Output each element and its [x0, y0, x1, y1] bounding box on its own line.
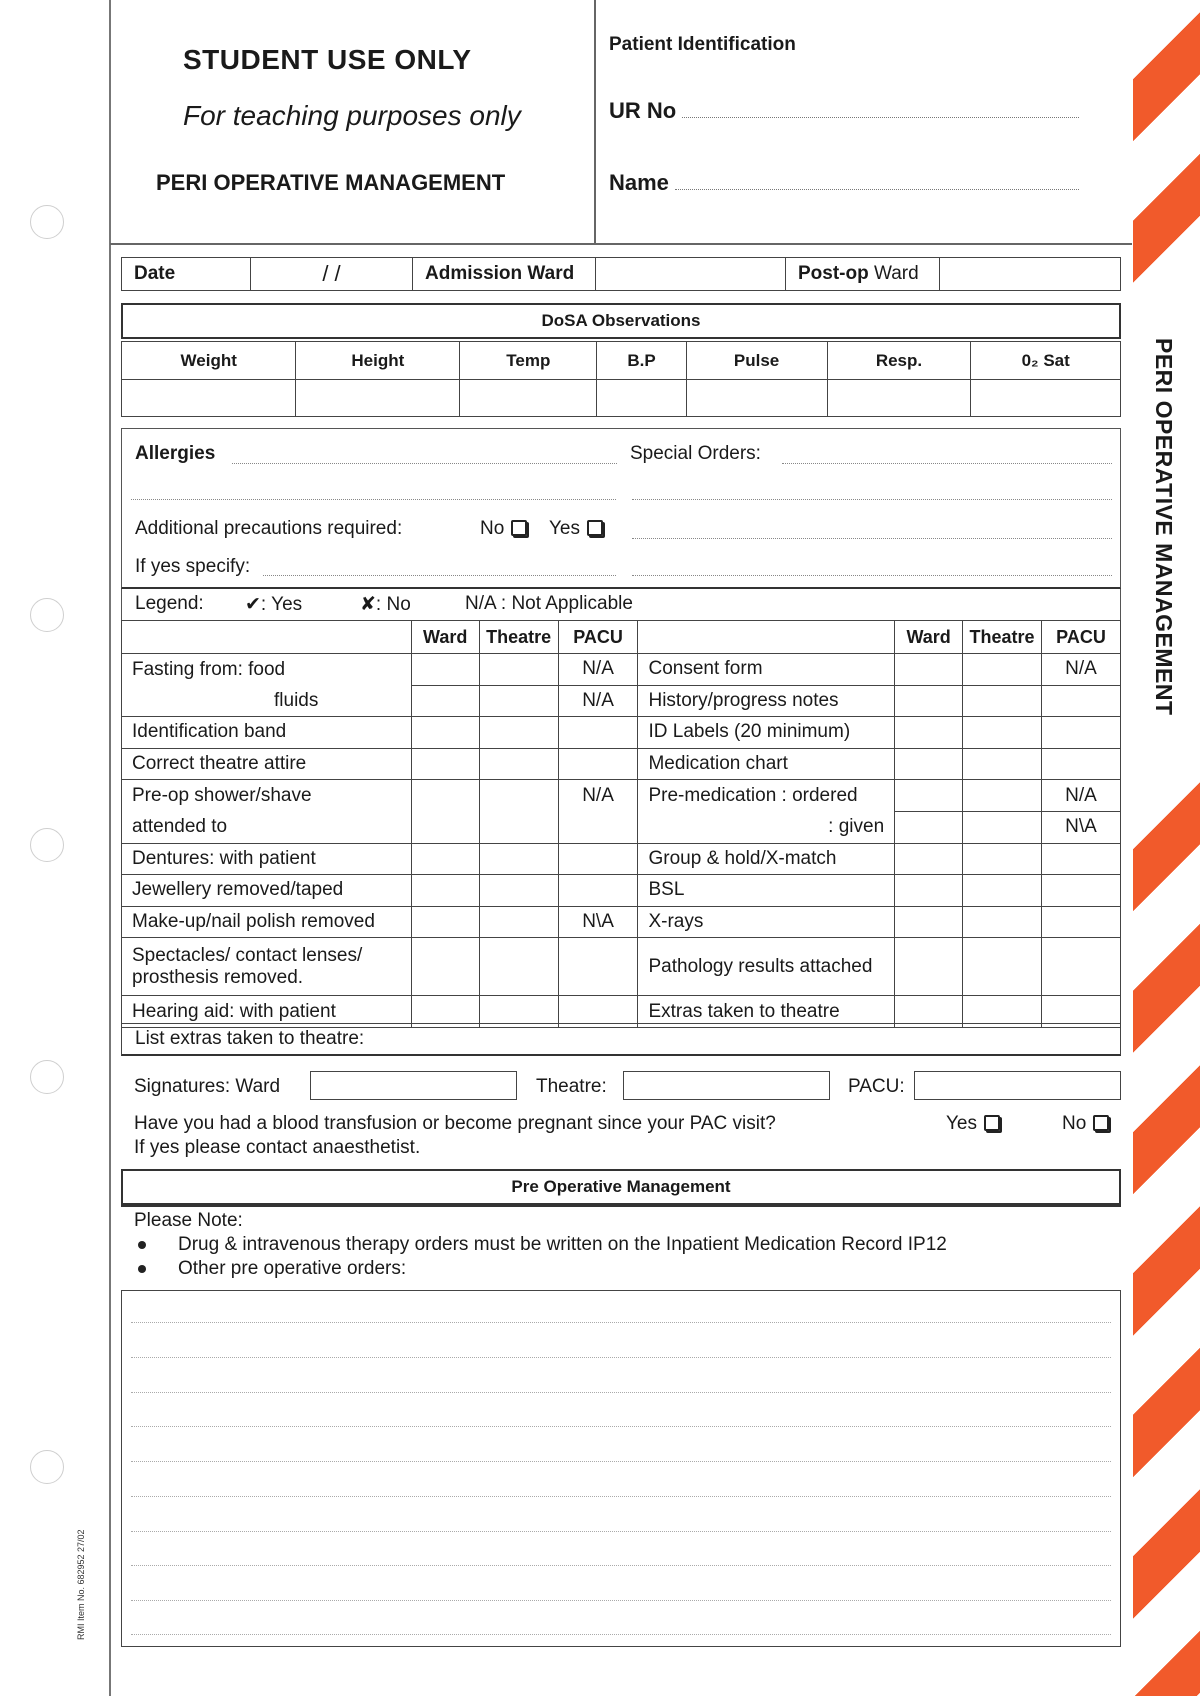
check-cell[interactable] — [963, 748, 1042, 780]
precautions-yes-checkbox[interactable] — [587, 520, 603, 536]
orders-line — [131, 1634, 1111, 1635]
item-id-labels: ID Labels (20 minimum) — [638, 717, 895, 749]
check-cell[interactable] — [963, 685, 1042, 717]
item-fasting-fluids: fluids — [122, 685, 412, 717]
extras-list-label: List extras taken to theatre: — [135, 1028, 365, 1049]
legend-yes: ✔: Yes — [245, 594, 303, 615]
postop-ward-label: Post-op Ward — [786, 258, 940, 291]
orders-line — [131, 1426, 1111, 1427]
dosa-height-field[interactable] — [296, 380, 460, 417]
check-cell[interactable] — [963, 654, 1042, 686]
if-yes-specify-label: If yes specify: — [135, 556, 251, 577]
pacu-cell[interactable] — [1042, 875, 1121, 907]
dosa-col-pulse: Pulse — [686, 342, 827, 380]
patient-identification-label: Patient Identification — [609, 34, 796, 55]
check-cell[interactable] — [895, 685, 963, 717]
check-cell[interactable] — [411, 843, 479, 875]
bullet-icon — [138, 1265, 146, 1273]
date-field[interactable]: / / — [251, 258, 413, 291]
col-theatre: Theatre — [479, 621, 558, 654]
margin-line — [109, 0, 111, 1696]
check-cell[interactable] — [963, 811, 1042, 843]
check-cell[interactable] — [895, 811, 963, 843]
item-extras-taken: Extras taken to theatre — [638, 996, 895, 1028]
allergies-field[interactable] — [232, 463, 617, 464]
checklist-table — [121, 620, 1121, 1028]
check-cell[interactable] — [895, 748, 963, 780]
check-cell[interactable] — [411, 654, 479, 686]
allergies-label: Allergies — [135, 443, 216, 464]
item-hearing-aid: Hearing aid: with patient — [122, 996, 412, 1028]
extras-list-field[interactable] — [121, 1023, 1121, 1056]
orders-line — [131, 1322, 1111, 1323]
orders-line — [131, 1357, 1111, 1358]
transfusion-no-checkbox[interactable] — [1093, 1115, 1109, 1131]
check-cell[interactable] — [963, 906, 1042, 938]
pacu-cell[interactable] — [558, 748, 638, 780]
dosa-temp-field[interactable] — [460, 380, 597, 417]
if-yes-specify-field[interactable] — [263, 575, 616, 576]
signature-ward-label: Signatures: Ward — [134, 1076, 281, 1097]
col-ward: Ward — [895, 621, 963, 654]
dosa-pulse-field[interactable] — [686, 380, 827, 417]
orders-line — [131, 1496, 1111, 1497]
item-preop-shower: Pre-op shower/shave — [122, 780, 412, 812]
pre-op-title: Pre Operative Management — [121, 1169, 1121, 1205]
punch-hole — [30, 828, 64, 862]
punch-hole — [30, 1060, 64, 1094]
pacu-cell[interactable] — [1042, 906, 1121, 938]
signature-theatre-field[interactable] — [623, 1071, 830, 1100]
check-cell[interactable] — [479, 717, 558, 749]
transfusion-question: Have you had a blood transfusion or become pregnant since your PAC visit? — [134, 1113, 776, 1134]
note-other-orders: Other pre operative orders: — [178, 1258, 407, 1279]
check-cell[interactable] — [895, 906, 963, 938]
transfusion-yes-checkbox[interactable] — [984, 1115, 1000, 1131]
pacu-cell[interactable] — [558, 843, 638, 875]
signature-pacu-field[interactable] — [914, 1071, 1121, 1100]
item-premedication-ordered: Pre-medication : ordered — [638, 780, 895, 812]
item-bsl: BSL — [638, 875, 895, 907]
item-xrays: X-rays — [638, 906, 895, 938]
special-orders-field-line2[interactable] — [632, 499, 1112, 500]
checklist-header-blank — [122, 621, 412, 654]
dosa-weight-field[interactable] — [122, 380, 296, 417]
ur-no-field[interactable] — [682, 100, 1079, 118]
signature-pacu-label: PACU: — [848, 1076, 905, 1097]
item-history-notes: History/progress notes — [638, 685, 895, 717]
note-drug-orders: Drug & intravenous therapy orders must be written on the Inpatient Medication Record IP12 — [178, 1234, 947, 1255]
teaching-note: For teaching purposes only — [183, 100, 521, 131]
orders-line — [131, 1600, 1111, 1601]
pacu-cell: N/A — [1042, 654, 1121, 686]
form-title: PERI OPERATIVE MANAGEMENT — [156, 170, 506, 195]
item-consent-form: Consent form — [638, 654, 895, 686]
check-cell[interactable] — [411, 906, 479, 938]
orders-line — [131, 1565, 1111, 1566]
check-cell[interactable] — [895, 780, 963, 812]
item-medication-chart: Medication chart — [638, 748, 895, 780]
check-cell[interactable] — [895, 654, 963, 686]
header-divider — [110, 243, 1132, 245]
check-cell[interactable] — [895, 875, 963, 907]
name-field[interactable] — [675, 172, 1079, 190]
pacu-cell[interactable] — [1042, 843, 1121, 875]
check-cell[interactable] — [895, 938, 963, 996]
vertical-form-title: PERI OPERATIVE MANAGEMENT — [1151, 338, 1177, 716]
punch-hole — [30, 205, 64, 239]
pacu-cell[interactable] — [1042, 938, 1121, 996]
check-cell[interactable] — [411, 811, 479, 843]
pacu-cell[interactable] — [558, 717, 638, 749]
check-cell[interactable] — [479, 875, 558, 907]
signature-theatre-label: Theatre: — [536, 1076, 607, 1097]
transfusion-no: No — [1062, 1113, 1109, 1135]
header-divider — [594, 0, 596, 244]
check-cell[interactable] — [411, 875, 479, 907]
check-cell[interactable] — [411, 938, 479, 996]
item-identification-band: Identification band — [122, 717, 412, 749]
pacu-cell: N/A — [1042, 780, 1121, 812]
item-preop-shower-cont: attended to — [122, 811, 412, 843]
item-pathology: Pathology results attached — [638, 938, 895, 996]
legend-label: Legend: — [135, 593, 204, 614]
dosa-col-resp: Resp. — [827, 342, 971, 380]
checklist-header-blank — [638, 621, 895, 654]
precautions-label: Additional precautions required: — [135, 518, 403, 539]
special-orders-field-line3[interactable] — [632, 538, 1112, 539]
orders-line — [131, 1531, 1111, 1532]
dosa-col-bp: B.P — [597, 342, 686, 380]
precautions-yes: Yes — [549, 518, 603, 540]
dosa-o2sat-field[interactable] — [971, 380, 1121, 417]
check-cell[interactable] — [895, 843, 963, 875]
orders-line — [131, 1461, 1111, 1462]
check-cell[interactable] — [963, 717, 1042, 749]
transfusion-yes: Yes — [946, 1113, 1000, 1135]
name-row — [609, 170, 1079, 196]
pacu-cell — [1042, 685, 1121, 717]
check-cell[interactable] — [411, 780, 479, 812]
legend-na: N/A : Not Applicable — [465, 593, 633, 614]
pacu-cell: N\A — [558, 906, 638, 938]
item-spectacles: Spectacles/ contact lenses/ prosthesis removed. — [122, 938, 412, 996]
check-cell[interactable] — [411, 685, 479, 717]
col-pacu: PACU — [558, 621, 638, 654]
check-cell[interactable] — [479, 780, 558, 812]
special-orders-field-line4[interactable] — [632, 575, 1112, 576]
ur-no-label: UR No — [609, 98, 677, 123]
admission-ward-label: Admission Ward — [413, 258, 596, 291]
punch-hole — [30, 598, 64, 632]
pacu-cell: N/A — [558, 654, 638, 686]
pacu-cell[interactable] — [1042, 748, 1121, 780]
hazard-stripe — [1133, 0, 1200, 1696]
check-cell[interactable] — [479, 748, 558, 780]
date-label: Date — [122, 258, 251, 291]
item-dentures: Dentures: with patient — [122, 843, 412, 875]
transfusion-instruction: If yes please contact anaesthetist. — [134, 1137, 421, 1158]
dosa-resp-field[interactable] — [827, 380, 971, 417]
check-cell[interactable] — [479, 654, 558, 686]
check-cell[interactable] — [411, 717, 479, 749]
check-cell[interactable] — [479, 938, 558, 996]
check-cell[interactable] — [963, 780, 1042, 812]
allergies-field-line2[interactable] — [131, 499, 616, 500]
item-fasting-food: Fasting from: food — [122, 654, 412, 686]
pacu-cell — [558, 811, 638, 843]
precautions-no: No — [480, 518, 527, 540]
bullet-icon — [138, 1241, 146, 1249]
dosa-col-temp: Temp — [460, 342, 597, 380]
check-cell[interactable] — [479, 811, 558, 843]
pacu-cell: N\A — [1042, 811, 1121, 843]
item-jewellery: Jewellery removed/taped — [122, 875, 412, 907]
dosa-col-weight: Weight — [122, 342, 296, 380]
dosa-title: DoSA Observations — [121, 303, 1121, 339]
allergies-section — [121, 428, 1121, 589]
legend-no: ✘: No — [360, 594, 411, 615]
pacu-cell[interactable] — [558, 875, 638, 907]
dosa-col-o2sat: 0₂ Sat — [971, 342, 1121, 380]
ur-no-row — [609, 98, 1079, 124]
col-ward: Ward — [411, 621, 479, 654]
legend — [121, 589, 1121, 620]
check-cell[interactable] — [479, 906, 558, 938]
postop-ward-field[interactable] — [940, 258, 1121, 291]
check-cell[interactable] — [963, 875, 1042, 907]
dosa-table — [121, 341, 1121, 417]
check-cell[interactable] — [411, 748, 479, 780]
tick-icon: ✔ — [245, 594, 261, 615]
pacu-cell: N/A — [558, 685, 638, 717]
pacu-cell[interactable] — [1042, 717, 1121, 749]
name-label: Name — [609, 170, 669, 195]
check-cell[interactable] — [479, 843, 558, 875]
signature-ward-field[interactable] — [310, 1071, 517, 1100]
pacu-cell[interactable] — [558, 938, 638, 996]
col-pacu: PACU — [1042, 621, 1121, 654]
special-orders-label: Special Orders: — [630, 443, 761, 464]
admission-ward-field[interactable] — [596, 258, 786, 291]
check-cell[interactable] — [479, 685, 558, 717]
punch-hole — [30, 1450, 64, 1484]
please-note: Please Note: — [134, 1210, 243, 1231]
form-number: RMI Item No. 682952 27/02 — [76, 1529, 86, 1640]
pacu-cell: N/A — [558, 780, 638, 812]
check-cell[interactable] — [963, 843, 1042, 875]
check-cell[interactable] — [963, 938, 1042, 996]
pre-op-orders-area[interactable] — [121, 1290, 1121, 1647]
col-theatre: Theatre — [963, 621, 1042, 654]
dosa-bp-field[interactable] — [597, 380, 686, 417]
item-group-hold: Group & hold/X-match — [638, 843, 895, 875]
item-makeup: Make-up/nail polish removed — [122, 906, 412, 938]
item-premedication-given: : given — [638, 811, 895, 843]
orders-line — [131, 1392, 1111, 1393]
item-theatre-attire: Correct theatre attire — [122, 748, 412, 780]
precautions-no-checkbox[interactable] — [511, 520, 527, 536]
dosa-col-height: Height — [296, 342, 460, 380]
cross-icon: ✘ — [360, 594, 376, 615]
date-ward-table — [121, 257, 1121, 291]
student-use-heading: STUDENT USE ONLY — [183, 44, 472, 75]
check-cell[interactable] — [895, 717, 963, 749]
special-orders-field[interactable] — [782, 463, 1112, 464]
